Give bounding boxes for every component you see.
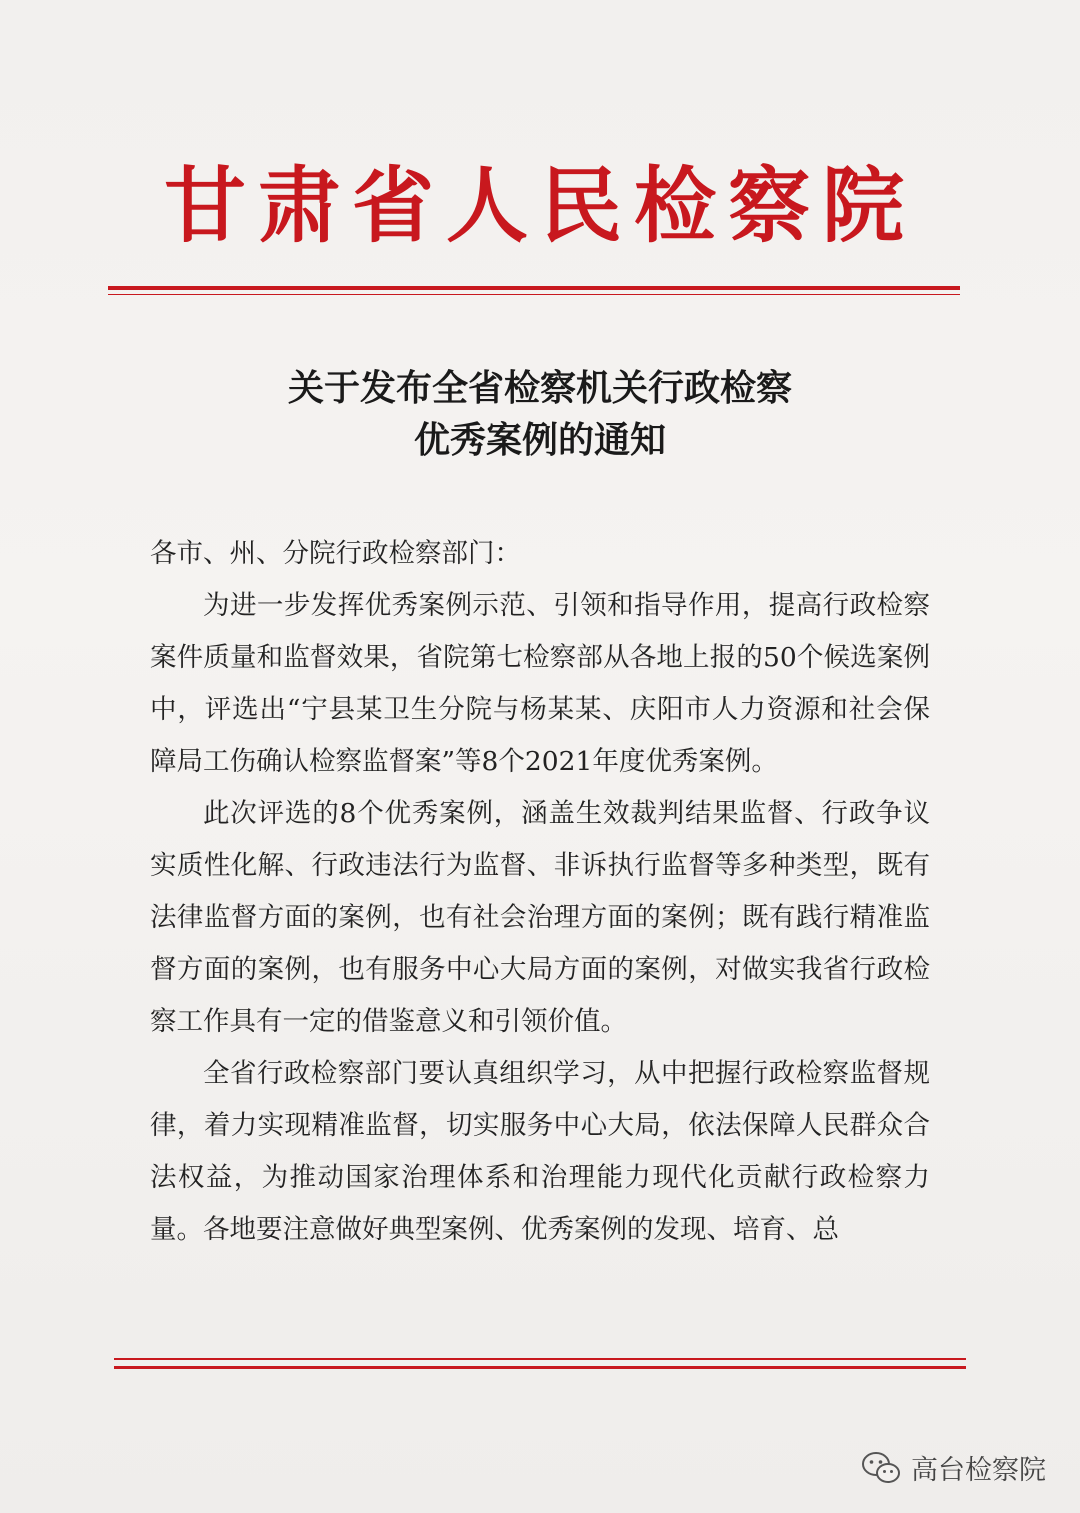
wechat-icon (861, 1451, 901, 1485)
watermark-account-name: 高台检察院 (911, 1455, 1046, 1486)
organization-header: 甘肃省人民检察院 (163, 158, 916, 254)
document-body (150, 528, 930, 1256)
header-divider (108, 286, 960, 295)
paragraph-2: 此次评选的8个优秀案例，涵盖生效裁判结果监督、行政争议实质性化解、行政违法行为监督、非诉执行监督等多种类型，既有法律监督方面的案例，也有社会治理方面的案例；既有践行精准监督方面的案例，也有服务中心大局方面的案例，对做实我省行政检察工作具有一定的借鉴意义和引领价值。 (150, 798, 930, 1037)
paragraph-3: 全省行政检察部门要认真组织学习，从中把握行政检察监督规律，着力实现精准监督，切实服务中心大局，依法保障人民群众合法权益，为推动国家治理体系和治理能力现代化贡献行政检察力量。各地要注意做好典型案例、优秀案例的发现、培育、总 (150, 1058, 930, 1245)
document-title-line1: 关于发布全省检察机关行政检察 (287, 367, 792, 409)
paragraph-1: 为进一步发挥优秀案例示范、引领和指导作用，提高行政检察案件质量和监督效果，省院第七检察部从各地上报的50个候选案例中，评选出“宁县某卫生分院与杨某某、庆阳市人力资源和社会保障局工伤确认检察监督案”等8个2021年度优秀案例。 (150, 590, 930, 777)
footer-divider (114, 1358, 966, 1369)
watermark (861, 1448, 1046, 1487)
document-title (0, 362, 1080, 466)
salutation: 各市、州、分院行政检察部门： (150, 538, 521, 569)
document-title-line2: 优秀案例的通知 (413, 419, 666, 461)
